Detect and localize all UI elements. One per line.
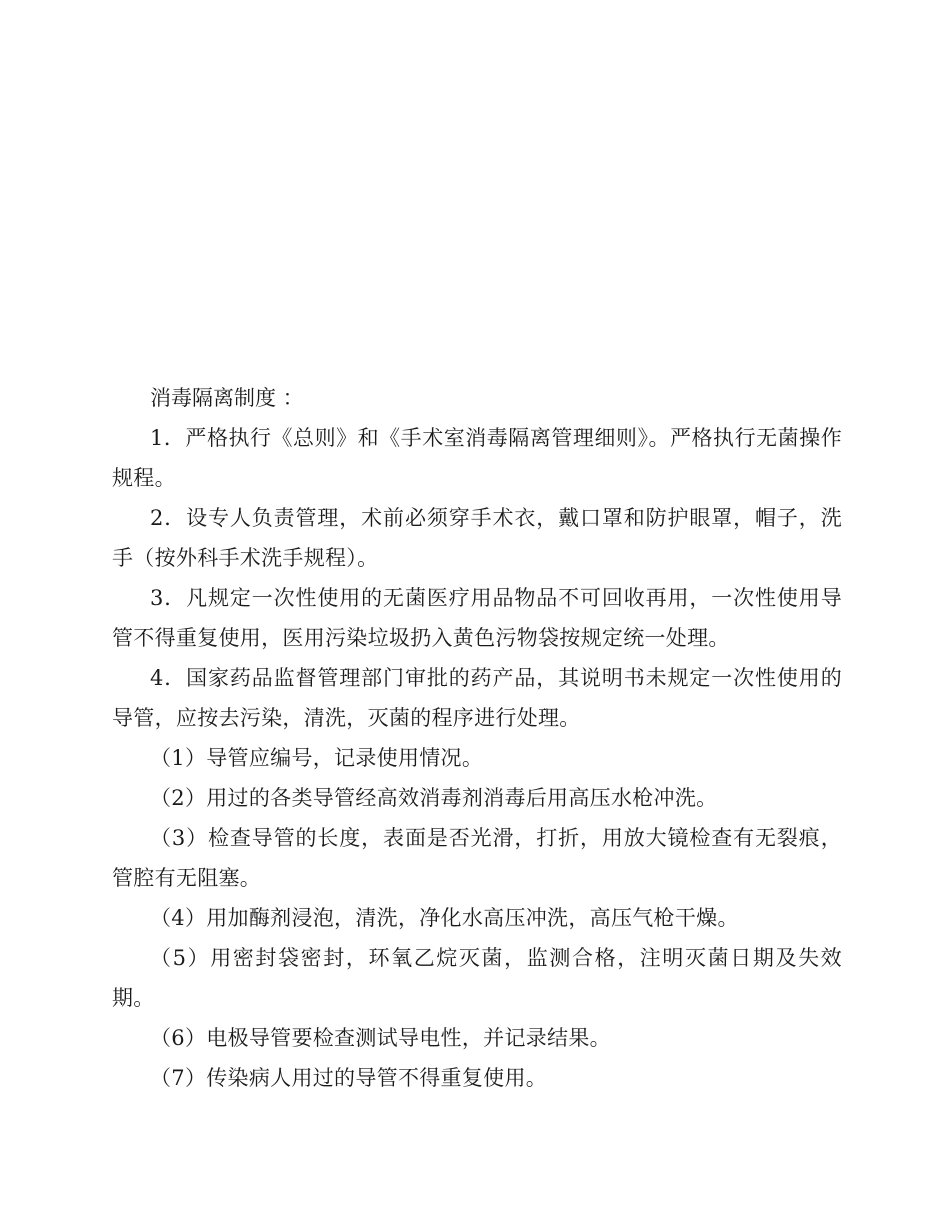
rule-item-1: 1．严格执行《总则》和《手术室消毒隔离管理细则》。严格执行无菌操作规程。 — [112, 426, 842, 490]
sub-item-4: （4）用加酶剂浸泡，清洗，净化水高压冲洗，高压气枪干燥。 — [150, 906, 739, 930]
sub-item-7: （7）传染病人用过的导管不得重复使用。 — [150, 1066, 548, 1090]
rule-item-3: 3．凡规定一次性使用的无菌医疗用品物品不可回收再用，一次性使用导管不得重复使用，医用污染垃圾扔入黄色污物袋按规定统一处理。 — [112, 586, 842, 650]
document-title: 消毒隔离制度 ： — [150, 386, 304, 410]
rule-item-2: 2．设专人负责管理，术前必须穿手术衣，戴口罩和防护眼罩，帽子，洗手（按外科手术洗手规程）。 — [112, 506, 842, 570]
sub-item-2: （2）用过的各类导管经高效消毒剂消毒后用高压水枪冲洗。 — [150, 786, 718, 810]
rule-item-4: 4．国家药品监督管理部门审批的药产品，其说明书未规定一次性使用的导管，应按去污染，清洗，灭菌的程序进行处理。 — [112, 666, 842, 730]
sub-item-3: （3）检查导管的长度，表面是否光滑，打折，用放大镜检查有无裂痕，管腔有无阻塞。 — [112, 826, 842, 890]
sub-item-5: （5）用密封袋密封，环氧乙烷灭菌，监测合格，注明灭菌日期及失效期。 — [112, 946, 842, 1010]
sub-item-1: （1）导管应编号，记录使用情况。 — [150, 746, 484, 770]
document-body — [112, 378, 842, 1098]
sub-item-6: （6）电极导管要检查测试导电性，并记录结果。 — [150, 1026, 611, 1050]
